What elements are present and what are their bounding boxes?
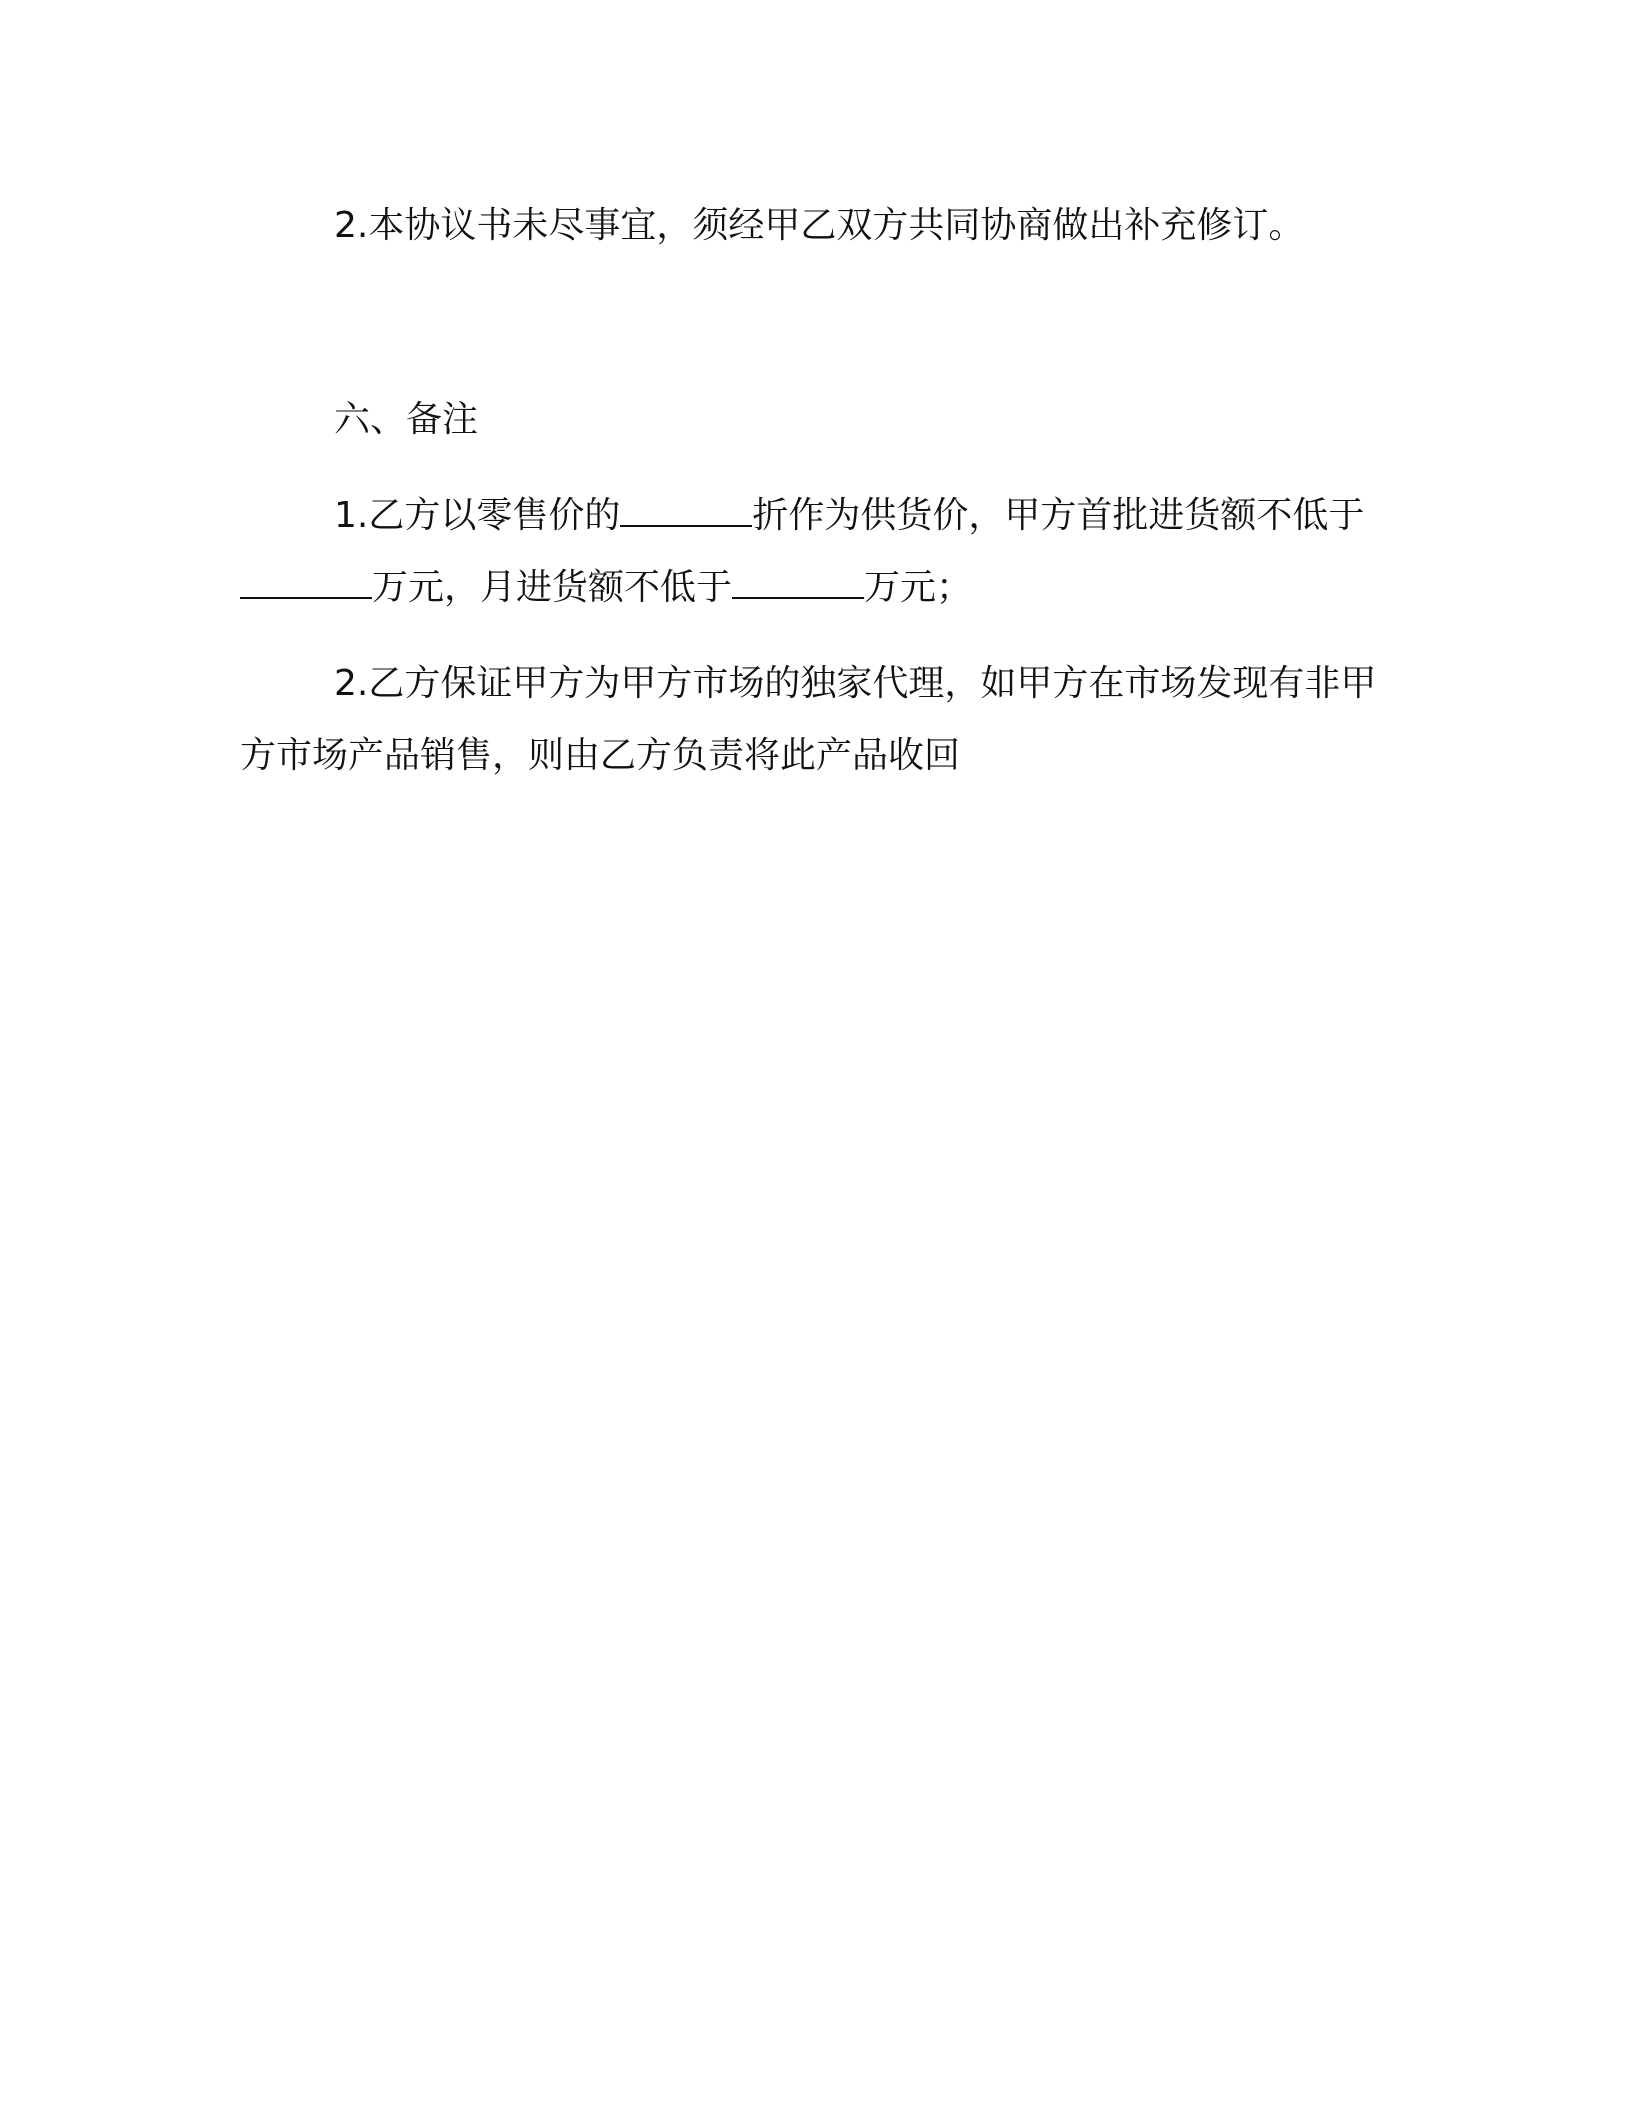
- item1-text-part1: 1.乙方以零售价的: [334, 495, 621, 536]
- section-spacer: [240, 262, 1380, 384]
- item1-text-part2: 折作为供货价，甲方首批进货额不低于: [752, 495, 1365, 536]
- item1-text-part4: 万元；: [864, 567, 973, 608]
- item1-text-part3: 万元，月进货额不低于: [372, 567, 733, 608]
- section5-item2: 2.本协议书未尽事宜，须经甲乙双方共同协商做出补充修订。: [334, 205, 1305, 246]
- section6-item2: 2.乙方保证甲方为甲方市场的独家代理，如甲方在市场发现有非甲方市场产品销售，则由乙方负责将此产品收回: [240, 663, 1377, 776]
- blank-first-order-amount-field[interactable]: [240, 567, 372, 599]
- document-body: [240, 190, 1380, 792]
- section6-item1: [240, 480, 1380, 624]
- blank-discount-field[interactable]: [620, 495, 752, 527]
- section6-heading: 六、备注: [334, 399, 479, 440]
- blank-monthly-order-amount-field[interactable]: [732, 567, 864, 599]
